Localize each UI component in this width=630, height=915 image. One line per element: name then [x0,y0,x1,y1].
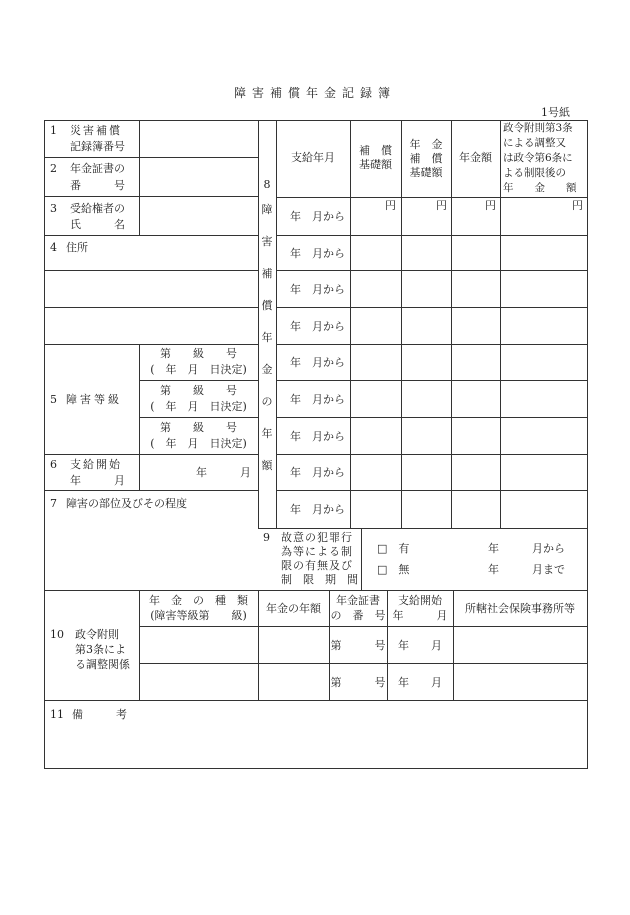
s8-label-char: 害 [261,235,273,248]
s10-cert-number: 第 号 [330,676,386,689]
s2-label-line1: 年金証書の [70,162,125,175]
s8-row-period: 年 月から [290,283,345,296]
s10-label-line3: る調整関係 [75,658,130,671]
s5-date-3: ( 年 月 日決定) [150,437,247,450]
s5-date-2: ( 年 月 日決定) [150,400,247,413]
s1-label-line1: 災害補償 [70,124,122,137]
s10-start-ym: 年 月 [398,676,442,689]
s11-number: 11 [50,708,64,721]
s8-header-base-1: 補 償 [359,144,392,157]
s8-header-period: 支給年月 [291,151,335,164]
s5-grade-1: 第 級 号 [160,347,237,360]
s8-row-period: 年 月から [290,503,345,516]
s10-label-line2: 第3条によ [75,643,126,656]
s8-label-char: の [261,395,273,408]
s5-number: 5 [50,393,57,406]
s10-header-office: 所轄社会保険事務所等 [465,602,575,615]
s9-period-from: 年 月から [488,542,565,555]
s5-date-1: ( 年 月 日決定) [150,363,247,376]
s10-header-type-2: (障害等級第 級) [150,609,247,622]
s8-header-annual: 年金額 [459,151,492,164]
s2-label-line2: 番 号 [70,179,125,192]
s9-option-no: □ 無 [377,563,410,576]
s8-header-adjusted-4: よる制限後の [503,167,566,179]
s10-header-start-1: 支給開始 [398,594,442,607]
s5-grade-3: 第 級 号 [160,421,237,434]
s3-label-line2: 氏 名 [70,218,125,231]
s8-row-period: 年 月から [290,466,345,479]
s2-number: 2 [50,162,57,175]
sheet-number: 1号紙 [541,106,570,119]
s5-label: 障害等級 [66,393,122,406]
s8-label-char: 年 [261,427,273,440]
s10-header-cert-2: の 番 号 [330,609,386,622]
s8-label-char: 額 [261,459,273,472]
s8-unit-yen: 円 [436,199,447,212]
s8-unit-yen: 円 [485,199,496,212]
s5-grade-2: 第 級 号 [160,384,237,397]
s8-unit-yen: 円 [572,199,583,212]
s8-label-char: 償 [261,299,273,312]
s10-header-cert-1: 年金証書 [336,594,380,607]
s9-label-line4: 制 限 期 間 [281,573,358,586]
s8-unit-yen: 円 [385,199,396,212]
s10-header-amount: 年金の年額 [266,602,321,615]
s6-value: 年 月 [196,466,251,479]
s8-header-adjusted-2: による調整又 [503,137,566,149]
document-title: 障害補償年金記録簿 [233,86,396,100]
s6-label-line1: 支給開始 [70,458,122,471]
s1-number: 1 [50,124,57,137]
s10-number: 10 [50,628,64,641]
s3-number: 3 [50,202,57,215]
s8-row-period: 年 月から [290,210,345,223]
s8-label-char: 補 [261,267,273,280]
s8-header-annbase-2: 補 償 [409,152,443,165]
s1-label-line2: 記録簿番号 [70,140,125,153]
s10-header-start-2: 年 月 [392,609,448,622]
s6-label-line2: 年 月 [70,474,125,487]
s9-option-yes: □ 有 [377,542,410,555]
s8-row-period: 年 月から [290,393,345,406]
s9-label-line1: 故意の犯罪行 [281,531,353,544]
s10-header-type-1: 年 金 の 種 類 [149,594,248,607]
s6-number: 6 [50,458,57,471]
s8-label-char: 金 [261,363,273,376]
s8-header-adjusted-5: 年 金 額 [503,182,577,194]
s4-label: 住所 [66,241,88,254]
s8-label-char: 年 [261,331,273,344]
s4-number: 4 [50,241,57,254]
s8-header-annbase-1: 年 金 [409,138,443,151]
s8-header-annbase-3: 基礎額 [409,166,443,179]
s8-number: 8 [263,178,271,191]
s8-row-period: 年 月から [290,430,345,443]
s8-row-period: 年 月から [290,320,345,333]
s10-label-line1: 政令附則 [75,628,119,641]
s9-label-line2: 為等による制 [281,545,353,558]
s9-period-to: 年 月まで [488,563,565,576]
s3-label-line1: 受給権者の [70,202,125,215]
s7-number: 7 [50,497,57,510]
s8-row-period: 年 月から [290,356,345,369]
s9-number: 9 [263,531,270,544]
s8-header-adjusted-3: は政令第6条に [503,152,573,164]
s10-start-ym: 年 月 [398,639,442,652]
s8-row-period: 年 月から [290,247,345,260]
s8-header-adjusted-1: 政令附則第3条 [503,122,573,134]
s10-cert-number: 第 号 [330,639,386,652]
s8-label-char: 障 [261,203,273,216]
s8-header-base-2: 基礎額 [359,158,392,171]
s7-label: 障害の部位及びその程度 [66,497,187,510]
s11-label: 備 考 [72,708,127,721]
s9-label-line3: 限の有無及び [281,559,353,572]
